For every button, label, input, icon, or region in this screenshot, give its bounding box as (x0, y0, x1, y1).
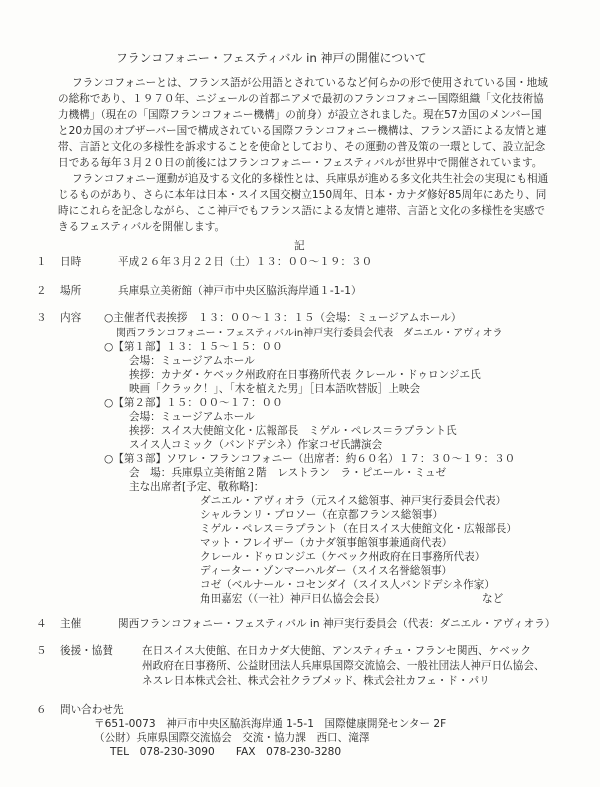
intro-line: の総称であり、１９７０年、ニジェールの首都ニアメで最初のフランコフォニー国際組織「文化技術協 (58, 93, 544, 105)
section-number: １ (36, 256, 47, 268)
content-line: ○主催者代表挨拶 １３：００～１３：１５（会場：ミュージアムホール） (104, 312, 462, 324)
section-number: ６ (36, 704, 47, 716)
content-line: 関西フランコフォニー・フェスティバルin神戸実行委員会代表 ダニエル・アヴィオラ (116, 328, 503, 339)
content-line: 挨拶：スイス大使館文化・広報部長 ミゲル・ペレス＝ラプラント氏 (129, 425, 457, 437)
organizer-text: 関西フランコフォニー・フェスティバル in 神戸実行委員会（代表：ダニエル・アヴィオラ） (118, 618, 556, 630)
content-line: ○【第３部】ソワレ・フランコフォニー（出席者：約６０名）１７：３０～１９：３０ (104, 453, 516, 465)
attendee: コゼ（ベルナール・コセンダイ（スイス人バンドデシネ作家） (200, 579, 495, 591)
attendee: ダニエル・アヴィオラ（元スイス総領事、神戸実行委員会代表） (200, 495, 507, 507)
attendee: シャルランリ・ブロソー（在京都フランス総領事） (200, 509, 444, 521)
sponsor-line: ネスレ日本株式会社、株式会社クラブメッド、株式会社カフェ・ド・パリ (142, 675, 490, 687)
attendee: マット・フレイザー（カナダ領事館領事兼通商代表） (200, 537, 453, 549)
intro-line: 力機構」（現在の「国際フランコフォニー機構」の前身）が設立されました。現在57カ国のメンバー国 (58, 109, 542, 121)
attendee-etc: など (482, 593, 504, 605)
section-number: ２ (36, 285, 47, 297)
intro-line: 帯、言語と文化の多様性を訴求することを使命としており、その運動の普及策の一環として、設立記念 (58, 141, 546, 153)
intro-line: じるものがあり、さらに本年は日本・スイス国交樹立150周年、日本・カナダ修好85周年にあたり、同 (58, 189, 547, 201)
section-number: ４ (36, 618, 47, 630)
intro-line: 日である毎年３月２０日の前後にはフランコフォニー・フェスティバルが世界中で開催されています。 (58, 157, 543, 169)
section-label: 問い合わせ先 (60, 704, 124, 716)
venue-text: 兵庫県立美術館（神戸市中央区脇浜海岸通１-1-1） (118, 285, 362, 297)
content-line: ○【第１部】１３：１５～１５：００ (104, 341, 283, 353)
contact-address: 〒651-0073 神戸市中央区脇浜海岸通 1-5-1 国際健康開発センター 2F (94, 718, 447, 730)
sponsor-line: 在日スイス大使館、在日カナダ大使館、アンスティチュ・フランセ関西、ケベック (142, 645, 531, 657)
attendee: クレール・ドゥロンジエ（ケベック州政府在日事務所代表） (200, 551, 486, 563)
section-label: 後援・協賛 (60, 645, 113, 657)
attendee: 角田嘉宏（（一社）神戸日仏協会会長） (200, 593, 386, 605)
content-line: 主な出席者[予定、敬称略]： (129, 481, 265, 493)
intro-line: 時にこれらを記念しながら、ここ神戸でもフランス語による友情と連帯、言語と文化の多様性を実感で (58, 205, 545, 217)
attendee: ミゲル・ペレス＝ラプラント（在日スイス大使館文化・広報部長） (200, 523, 517, 535)
content-line: 会場：ミュージアムホール (129, 355, 255, 367)
intro-line: フランコフォニーとは、フランス語が公用語とされているなど何らかの形で使用されている国・地域 (72, 77, 548, 89)
datetime-text: 平成２６年３月２２日（土）１３：００～１９：３０ (118, 256, 373, 268)
content-line: 映画「クラック！」、「木を植えた男」［日本語吹替版］上映会 (129, 383, 421, 395)
intro-line: きるフェスティバルを開催します。 (58, 221, 226, 233)
content-line: 会 場：兵庫県立美術館２階 レストラン ラ・ピエール・ミュゼ (129, 467, 447, 479)
content-line: スイス人コミック（バンドデシネ）作家コゼ氏講演会 (129, 439, 383, 451)
content-line: ○【第２部】１５：００～１７：００ (104, 397, 283, 409)
attendee: ディーター・ゾンマーハルダー（スイス名誉総領事） (200, 565, 453, 577)
intro-line: フランコフォニー運動が追及する文化的多様性とは、兵庫県が進める多文化共生社会の実現にも相通 (72, 173, 549, 185)
section-label: 日時 (60, 256, 82, 268)
content-line: 会場：ミュージアムホール (129, 411, 255, 423)
contact-phone: TEL 078-230-3090 FAX 078-230-3280 (110, 746, 342, 758)
ki-heading: 記 (294, 240, 305, 252)
section-number: ３ (36, 312, 47, 324)
sponsor-line: 州政府在日事務所、公益財団法人兵庫県国際交流協会、一般社団法人神戸日仏協会、 (142, 660, 545, 672)
content-line: 挨拶：カナダ・ケベック州政府在日事務所代表 クレール・ドゥロンジエ氏 (129, 369, 481, 381)
section-number: ５ (36, 645, 47, 657)
document-title: フランコフォニー・フェスティバル in 神戸の開催について (116, 51, 427, 65)
section-label: 場所 (60, 285, 82, 297)
contact-org: （公財）兵庫県国際交流協会 交流・協力課 西口、滝澤 (94, 732, 370, 744)
intro-line: と20カ国のオブザーバー国で構成されている国際フランコフォニー機構は、フランス語による友情と連 (58, 125, 547, 137)
section-label: 主催 (60, 618, 82, 630)
section-label: 内容 (60, 312, 82, 324)
